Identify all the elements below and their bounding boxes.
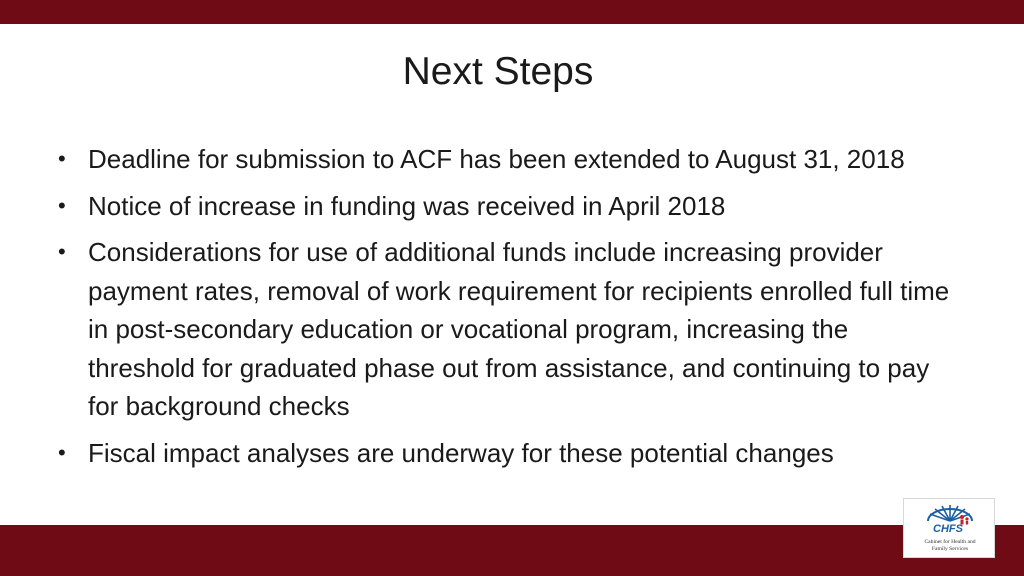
bullet-marker-icon: • [58,192,66,218]
bullet-text: Deadline for submission to ACF has been extended to August 31, 2018 [88,144,905,174]
bullet-text: Considerations for use of additional funds include increasing provider payment rates, removal of work requirement for recipients enrolled full time in post-secondary education or vocational program, increasing the threshold for graduated phase out from assistance, and continuing to pay for background checks [88,237,950,421]
logo-name-line2: Family Services [931,546,969,552]
bullet-text: Fiscal impact analyses are underway for these potential changes [88,437,834,468]
bullet-list [56,140,956,480]
bullet-marker-icon: • [58,439,66,465]
top-banner-bar [0,0,1024,24]
slide-title: Next Steps [402,50,594,93]
logo-name-line1: Cabinet for Health and [924,539,976,545]
bullet-marker-icon: • [58,239,66,264]
logo-acronym: CHFS [933,523,963,535]
bullet-item [56,233,956,426]
bullet-item [56,187,956,226]
bottom-banner-bar [0,525,1024,576]
bullet-marker-icon: • [58,146,66,171]
bullet-text: Notice of increase in funding was received in April 2018 [88,190,726,221]
bullet-item [56,140,956,179]
chfs-logo [903,498,995,558]
chfs-logo-icon [904,499,996,559]
bullet-item [56,434,956,473]
